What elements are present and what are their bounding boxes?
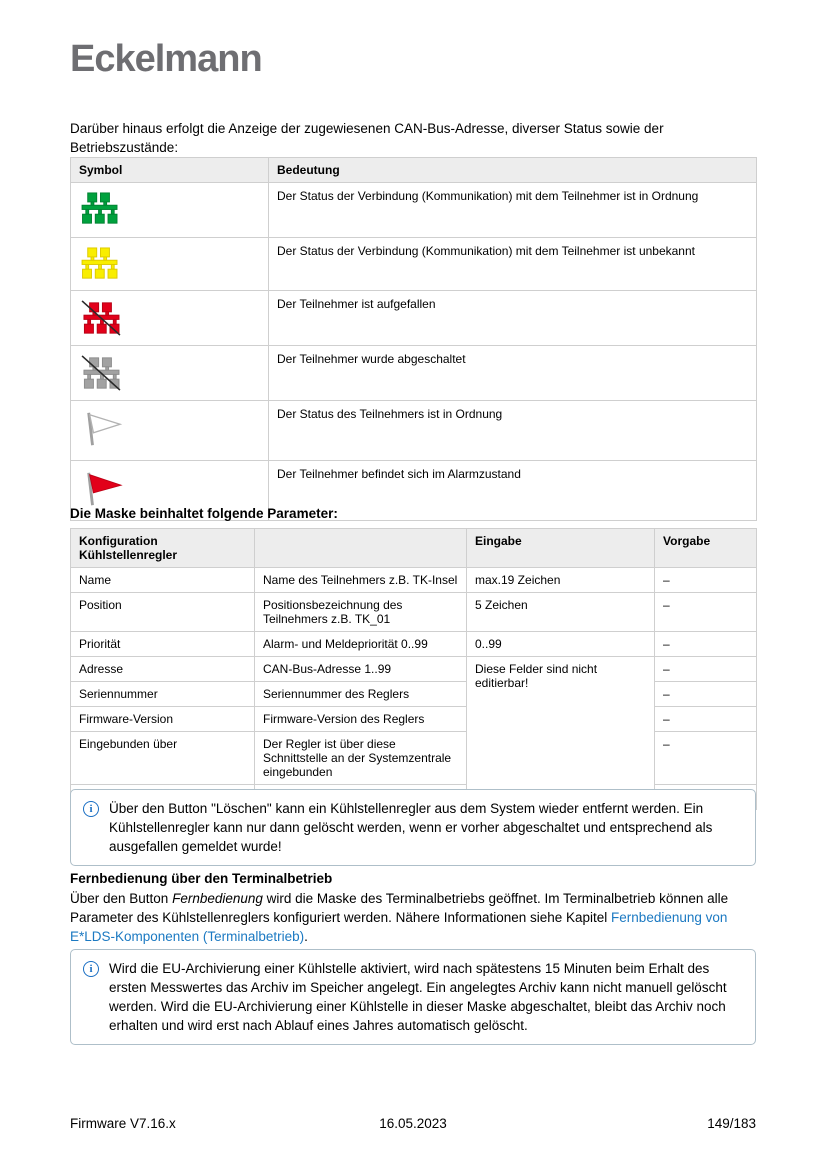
param-vorgabe: – xyxy=(655,657,757,682)
fernbedienung-paragraph xyxy=(70,889,760,946)
footer-date: 16.05.2023 xyxy=(379,1116,447,1131)
eingabe-column-header: Eingabe xyxy=(467,529,655,568)
param-eingabe-merged: Diese Felder sind nicht editierbar! xyxy=(467,657,655,810)
param-vorgabe: – xyxy=(655,632,757,657)
table-row xyxy=(71,346,757,401)
info-icon: i xyxy=(83,801,99,817)
symbol-meaning: Der Status der Verbindung (Kommunikation) mit dem Teilnehmer ist in Ordnung xyxy=(269,183,757,238)
symbol-meaning: Der Teilnehmer ist aufgefallen xyxy=(269,291,757,346)
info-note-text: Über den Button "Löschen" kann ein Kühlstellenregler aus dem System wieder entfernt werden. Ein Kühlstellenregler kann nur dann gelöscht werden, wenn er vorher abgeschaltet und entsprechend als ausgefallen gemeldet wurde! xyxy=(109,801,713,854)
param-name: Adresse xyxy=(71,657,255,682)
table-row xyxy=(71,657,757,682)
param-name: Name xyxy=(71,568,255,593)
table-row xyxy=(71,682,757,707)
param-desc: Alarm- und Meldepriorität 0..99 xyxy=(255,632,467,657)
param-eingabe: 0..99 xyxy=(467,632,655,657)
button-name-emphasis: Fernbedienung xyxy=(172,891,263,906)
flag-white-icon xyxy=(81,410,123,448)
symbol-table xyxy=(70,157,757,521)
footer-page-number: 149/183 xyxy=(707,1116,757,1131)
paragraph-text: . xyxy=(304,929,308,944)
param-desc: Positionsbezeichnung des Teilnehmers z.B. TK_01 xyxy=(255,593,467,632)
param-eingabe: max.19 Zeichen xyxy=(467,568,655,593)
param-desc: Seriennummer des Reglers xyxy=(255,682,467,707)
symbol-column-header: Symbol xyxy=(71,158,269,183)
fernbedienung-heading: Fernbedienung über den Terminalbetrieb xyxy=(70,871,333,886)
param-name: Position xyxy=(71,593,255,632)
paragraph-text: Über den Button xyxy=(70,891,173,906)
symbol-meaning: Der Status der Verbindung (Kommunikation) mit dem Teilnehmer ist unbekannt xyxy=(269,238,757,291)
page-footer xyxy=(70,1116,756,1131)
param-vorgabe: – xyxy=(655,682,757,707)
flag-red-icon xyxy=(81,470,123,508)
table-row xyxy=(71,707,757,732)
bedeutung-column-header: Bedeutung xyxy=(269,158,757,183)
param-vorgabe: – xyxy=(655,568,757,593)
symbol-meaning: Der Teilnehmer befindet sich im Alarmzustand xyxy=(269,461,757,521)
table-row xyxy=(71,732,757,785)
parameter-table xyxy=(70,528,757,810)
network-status-red-crossed-icon xyxy=(81,300,121,336)
empty-column-header xyxy=(255,529,467,568)
table-row xyxy=(71,593,757,632)
param-vorgabe: – xyxy=(655,593,757,632)
table-row xyxy=(71,632,757,657)
parameter-section-heading: Die Maske beinhaltet folgende Parameter: xyxy=(70,506,338,521)
param-vorgabe: – xyxy=(655,732,757,785)
table-header-row xyxy=(71,529,757,568)
footer-firmware-version: Firmware V7.16.x xyxy=(70,1116,176,1131)
konfiguration-column-header: Konfiguration Kühlstellenregler xyxy=(71,529,255,568)
param-desc: CAN-Bus-Adresse 1..99 xyxy=(255,657,467,682)
param-eingabe: 5 Zeichen xyxy=(467,593,655,632)
network-status-yellow-icon xyxy=(81,247,119,281)
param-name: Priorität xyxy=(71,632,255,657)
param-desc: Firmware-Version des Reglers xyxy=(255,707,467,732)
param-name: Eingebunden über xyxy=(71,732,255,785)
param-desc: Name des Teilnehmers z.B. TK-Insel xyxy=(255,568,467,593)
eckelmann-logo: Eckelmann xyxy=(70,38,262,80)
table-row xyxy=(71,568,757,593)
param-vorgabe: – xyxy=(655,707,757,732)
table-row xyxy=(71,238,757,291)
symbol-meaning: Der Status des Teilnehmers ist in Ordnung xyxy=(269,401,757,461)
chapter-link[interactable]: Fernbedienung von E*LDS-Komponenten (Terminalbetrieb) xyxy=(70,910,728,944)
info-note-box xyxy=(70,949,756,1045)
table-row xyxy=(71,183,757,238)
param-name: Seriennummer xyxy=(71,682,255,707)
param-desc: Der Regler ist über diese Schnittstelle an der Systemzentrale eingebunden xyxy=(255,732,467,785)
intro-paragraph: Darüber hinaus erfolgt die Anzeige der zugewiesenen CAN-Bus-Adresse, diverser Status sowie der Betriebszustände: xyxy=(70,121,664,155)
network-status-gray-crossed-icon xyxy=(81,355,121,391)
param-name: Firmware-Version xyxy=(71,707,255,732)
table-header-row xyxy=(71,158,757,183)
table-row xyxy=(71,401,757,461)
symbol-meaning: Der Teilnehmer wurde abgeschaltet xyxy=(269,346,757,401)
info-note-text: Wird die EU-Archivierung einer Kühlstelle aktiviert, wird nach spätestens 15 Minuten beim Erhalt des ersten Messwertes das Archiv im Speicher angelegt. Ein angelegtes Archiv kann nicht manuell gelöscht werden. Wird die EU-Archivierung einer Kühlstelle in dieser Maske abgeschaltet, bleibt das Archiv noch erhalten und wird erst nach Ablauf eines Jahres automatisch gelöscht. xyxy=(109,961,727,1033)
info-icon: i xyxy=(83,961,99,977)
info-note-box xyxy=(70,789,756,866)
vorgabe-column-header: Vorgabe xyxy=(655,529,757,568)
network-status-green-icon xyxy=(81,192,119,226)
paragraph-text: wird die Maske des Terminalbetriebs geöffnet. Im Terminalbetrieb können alle Parameter des Kühlstellenreglers konfiguriert werden. Nähere Informationen siehe Kapitel xyxy=(70,891,729,925)
table-row xyxy=(71,291,757,346)
